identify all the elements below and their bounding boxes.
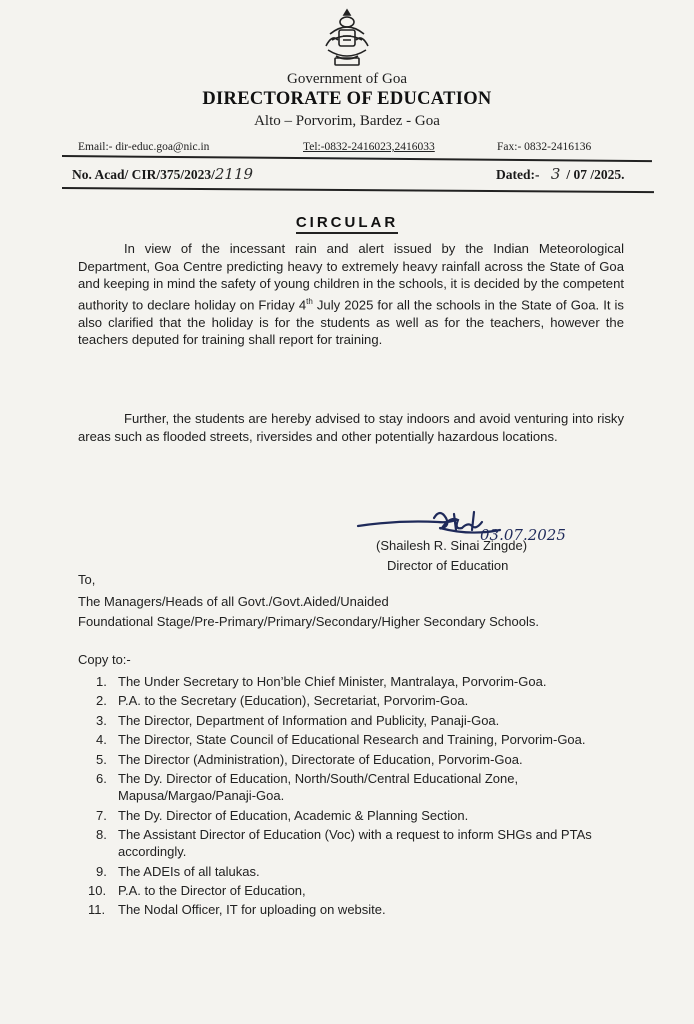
telephone-contact: Tel:-0832-2416023,2416033	[303, 141, 435, 153]
directorate-heading: DIRECTORATE OF EDUCATION	[202, 89, 492, 109]
copy-to-item	[88, 882, 636, 899]
signatory-name: (Shailesh R. Sinai Zingde)	[376, 538, 528, 553]
copy-to-item	[96, 751, 636, 768]
copy-item-number: 10.	[88, 882, 107, 898]
reference-divider	[62, 187, 654, 193]
dated-label: Dated:-	[496, 167, 540, 182]
body-paragraph-2: Further, the students are hereby advised to stay indoors and avoid venturing into risky areas such as flooded streets, riversides and other potentially hazardous locations.	[78, 411, 624, 444]
paragraph-1-superscript: th	[306, 296, 313, 306]
copy-to-label: Copy to:-	[78, 652, 131, 667]
copy-to-item	[96, 770, 636, 804]
government-heading: Government of Goa	[287, 71, 407, 87]
copy-item-number: 5.	[96, 751, 107, 767]
copy-item-number: 1.	[96, 674, 107, 689]
copy-item-text: The Director (Administration), Directorate of Education, Porvorim-Goa.	[118, 751, 523, 767]
copy-item-text: The Director, State Council of Educational Research and Training, Porvorim-Goa.	[118, 732, 586, 748]
paragraph-1-part-a: In view of the incessant rain and alert issued by the Indian Meteorological Department, Goa Centre predicting heavy to extremely heavy rainfall across the State of Goa and keeping in mind the safety of young children in the schools, it is decided by the competent authority to declare holiday on Friday 4	[78, 241, 624, 313]
copy-item-text: The Director, Department of Information and Publicity, Panaji-Goa.	[118, 712, 500, 728]
copy-item-number: 2.	[96, 693, 107, 709]
copy-item-text: The Dy. Director of Education, North/South/Central Educational Zone, Mapusa/Margao/Panaji-Goa.	[118, 770, 519, 804]
copy-to-item	[88, 901, 636, 918]
copy-to-list	[88, 673, 636, 921]
fax-contact: Fax:- 0832-2416136	[497, 141, 592, 153]
copy-to-item	[96, 731, 636, 748]
copy-to-item	[96, 673, 636, 690]
copy-item-number: 3.	[96, 712, 107, 728]
paragraph-1-part-b: July 2025 for all the schools in the State of Goa. It is also clarified that the holiday is for the students as well as for the teachers, however the teachers deputed for training shall report for training.	[78, 297, 624, 348]
goa-emblem-icon	[318, 6, 376, 68]
copy-item-number: 11.	[88, 902, 106, 918]
copy-item-text: The Nodal Officer, IT for uploading on website.	[118, 902, 386, 918]
dated-rest: / 07 /2025.	[566, 167, 625, 182]
copy-item-number: 7.	[96, 807, 107, 823]
copy-item-text: The ADEIs of all talukas.	[118, 863, 260, 879]
copy-item-number: 9.	[96, 863, 107, 879]
copy-item-text: P.A. to the Director of Education,	[118, 882, 306, 898]
copy-to-item	[96, 826, 636, 860]
copy-item-number: 4.	[96, 732, 107, 748]
address-line: Alto – Porvorim, Bardez - Goa	[254, 113, 440, 129]
addressee-line-1: The Managers/Heads of all Govt./Govt.Aided/Unaided	[78, 594, 389, 609]
copy-to-item	[96, 807, 636, 824]
copy-item-text: The Dy. Director of Education, Academic & Planning Section.	[118, 807, 469, 823]
reference-number-handwritten: 2119	[214, 165, 254, 183]
circular-title	[0, 214, 694, 231]
copy-item-number: 8.	[96, 826, 107, 842]
signatory-designation: Director of Education	[387, 558, 509, 573]
email-contact: Email:- dir-educ.goa@nic.in	[78, 141, 210, 153]
header-divider	[62, 155, 652, 162]
copy-to-item	[96, 712, 636, 729]
copy-item-number: 6.	[96, 770, 107, 786]
signature-date: 03.07.2025	[480, 526, 566, 544]
date-line	[496, 165, 625, 183]
addressee-line-2: Foundational Stage/Pre-Primary/Primary/Secondary/Higher Secondary Schools.	[78, 614, 539, 629]
reference-number-prefix: No. Acad/ CIR/375/2023/	[72, 167, 215, 182]
copy-to-item	[96, 863, 636, 880]
copy-item-text: The Assistant Director of Education (Voc) with a request to inform SHGs and PTAs accordingly.	[118, 826, 592, 860]
to-label: To,	[78, 572, 96, 587]
dated-day-handwritten: 3	[550, 165, 561, 183]
reference-number	[72, 165, 253, 183]
copy-item-text: The Under Secretary to Hon’ble Chief Minister, Mantralaya, Porvorim-Goa.	[118, 674, 547, 689]
copy-item-text: P.A. to the Secretary (Education), Secretariat, Porvorim-Goa.	[118, 693, 469, 709]
copy-to-item	[96, 692, 636, 709]
body-paragraph-1	[78, 240, 624, 349]
circular-title-text: CIRCULAR	[296, 214, 398, 234]
